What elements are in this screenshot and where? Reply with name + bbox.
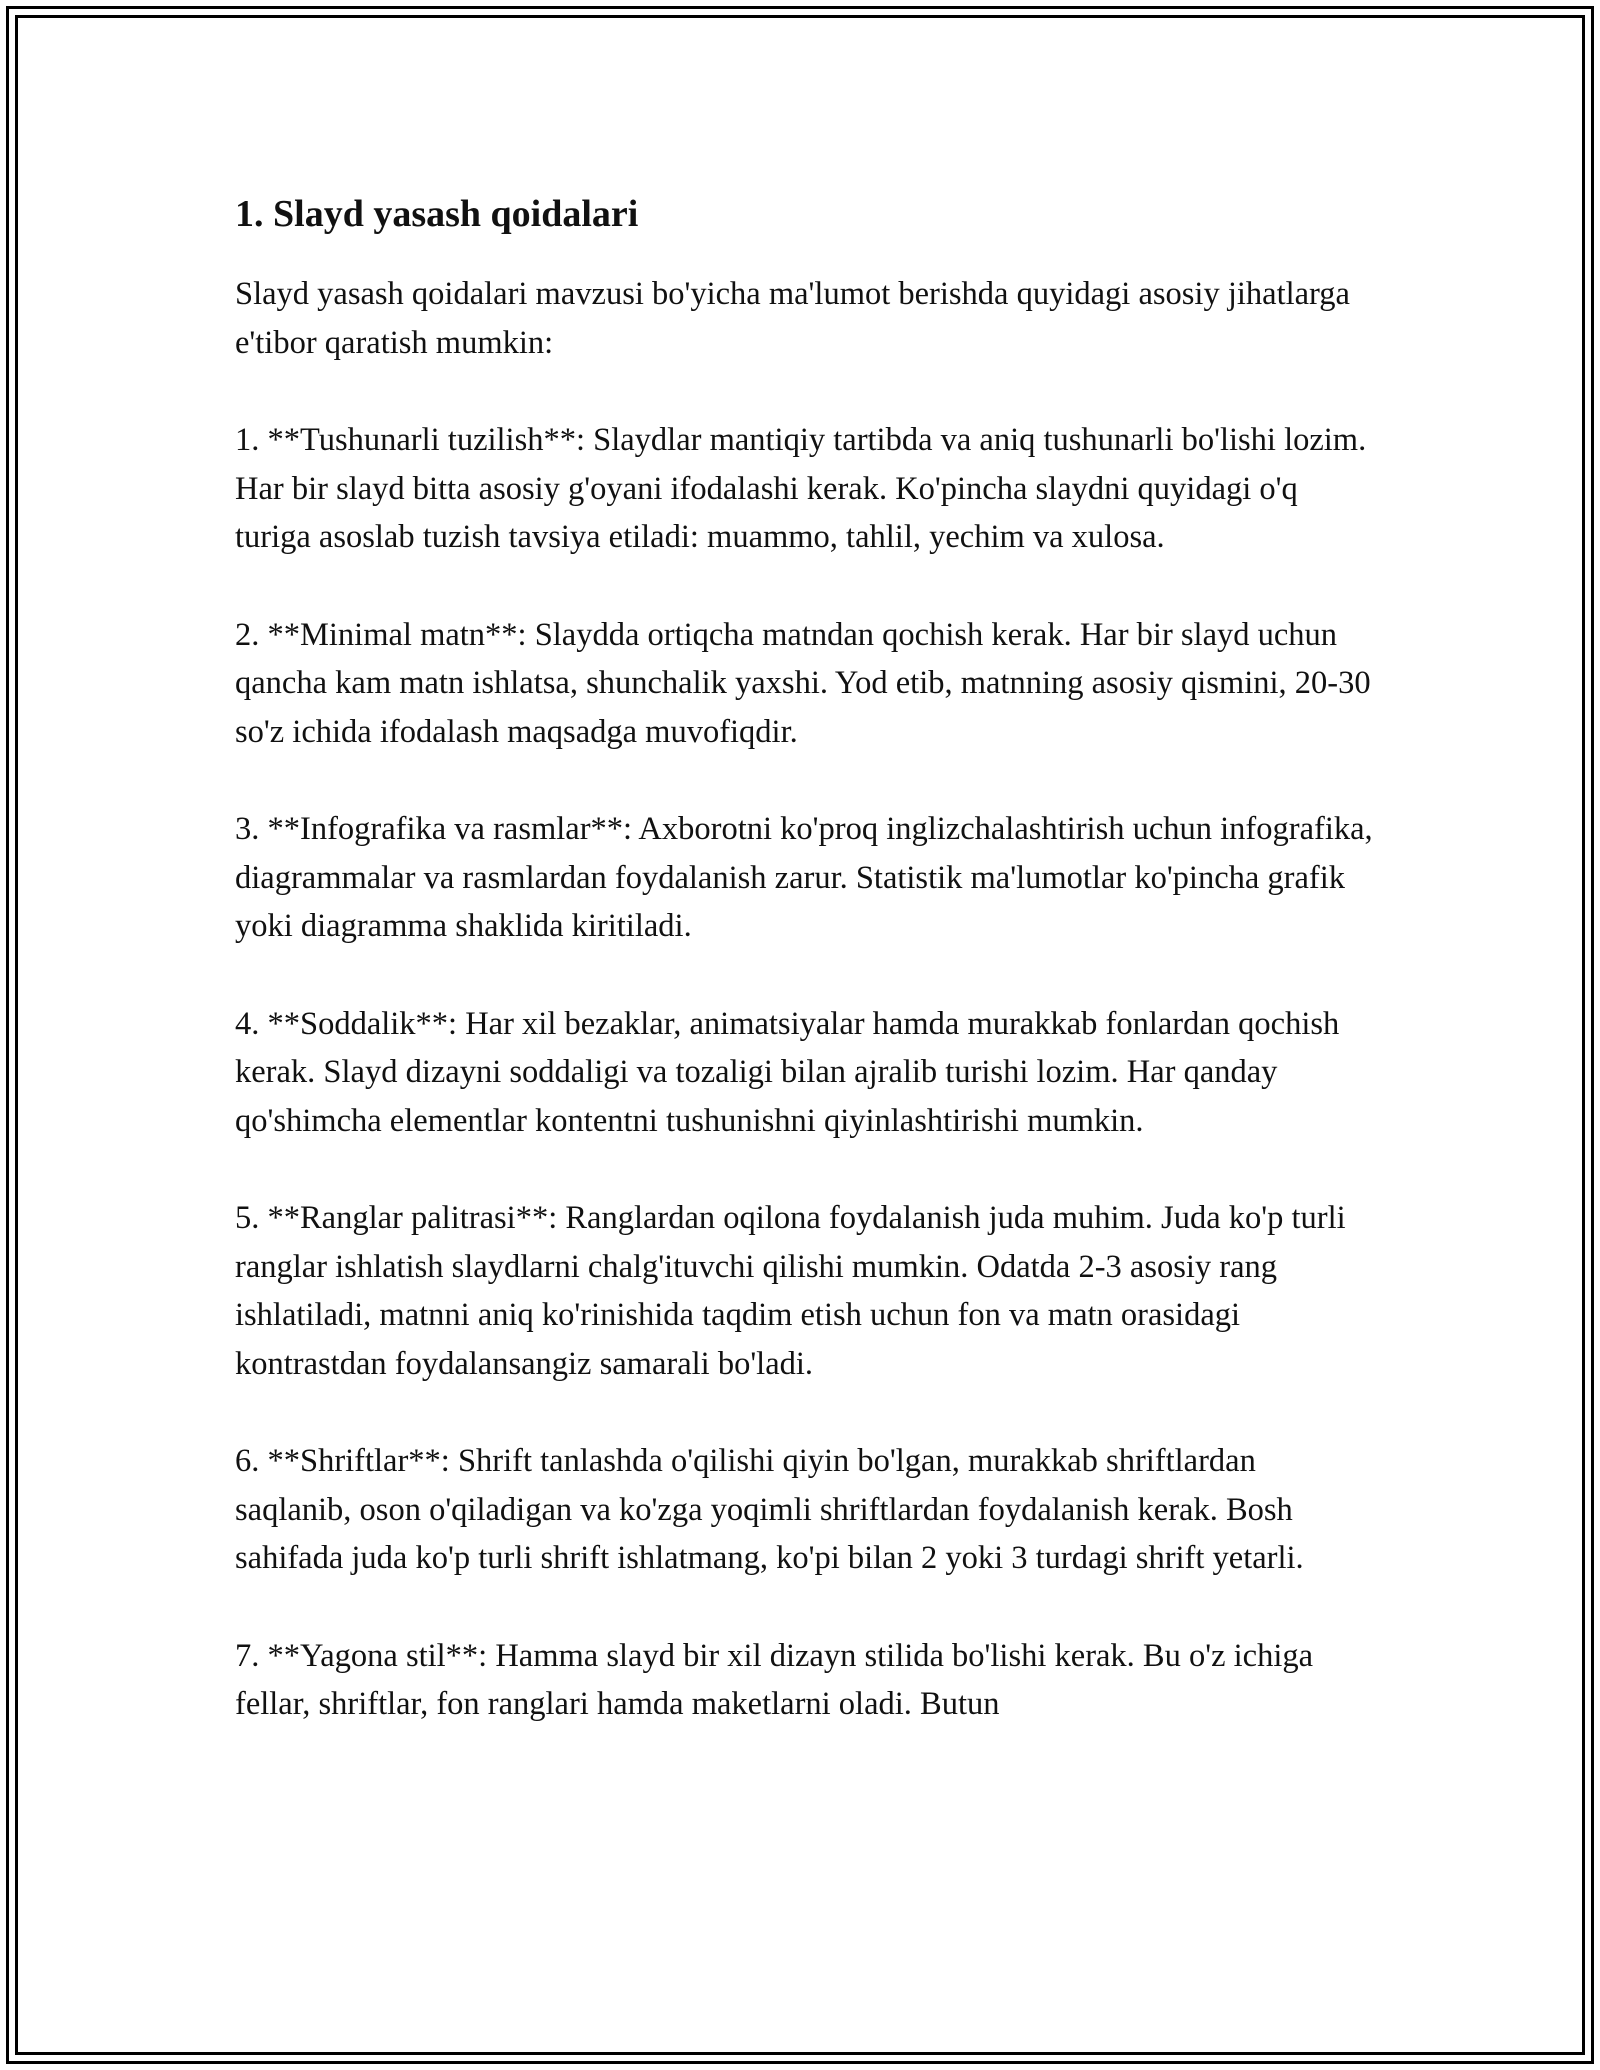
section-heading: 1. Slayd yasash qoidalari: [235, 193, 639, 235]
rule-item-5: 5. **Ranglar palitrasi**: Ranglardan oqilona foydalanish juda muhim. Juda ko'p turli ranglar ishlatish slaydlarni chalg'ituvchi qilishi mumkin. Odatda 2-3 asosiy rang ishlatiladi, matnni aniq ko'rinishida taqdim etish uchun fon va matn orasidagi kontrastdan foydalansangiz samarali bo'ladi.: [235, 1200, 1346, 1382]
rule-item-4: 4. **Soddalik**: Har xil bezaklar, animatsiyalar hamda murakkab fonlardan qochish kerak. Slayd dizayni soddaligi va tozaligi bilan ajralib turishi lozim. Har qanday qo'shimcha elementlar kontentni tushunishni qiyinlashtirishi mumkin.: [235, 1005, 1340, 1139]
rule-item-3: 3. **Infografika va rasmlar**: Axborotni ko'proq inglizchalashtirish uchun infografika, diagrammalar va rasmlardan foydalanish zarur. Statistik ma'lumotlar ko'pincha grafik yoki diagramma shaklida kiritiladi.: [235, 811, 1373, 944]
rule-item-1: 1. **Tushunarli tuzilish**: Slaydlar mantiqiy tartibda va aniq tushunarli bo'lishi lozim. Har bir slayd bitta asosiy g'oyani ifodalashi kerak. Ko'pincha slaydni quyidagi o'q turiga asoslab tuzish tavsiya etiladi: muammo, tahlil, yechim va xulosa.: [235, 422, 1367, 555]
intro-paragraph: Slayd yasash qoidalari mavzusi bo'yicha ma'lumot berishda quyidagi asosiy jihatlarga e'tibor qaratish mumkin:: [235, 276, 1350, 361]
rule-item-2: 2. **Minimal matn**: Slaydda ortiqcha matndan qochish kerak. Har bir slayd uchun qancha kam matn ishlatsa, shunchalik yaxshi. Yod etib, matnning asosiy qismini, 20-30 so'z ichida ifodalash maqsadga muvofiqdir.: [235, 616, 1371, 750]
rule-item-6: 6. **Shriftlar**: Shrift tanlashda o'qilishi qiyin bo'lgan, murakkab shriftlardan saqlanib, oson o'qiladigan va ko'zga yoqimli shriftlardan foydalanish kerak. Bosh sahifada juda ko'p turli shrift ishlatmang, ko'pi bilan 2 yoki 3 turdagi shrift yetarli.: [235, 1443, 1304, 1576]
rule-item-7: 7. **Yagona stil**: Hamma slayd bir xil dizayn stilida bo'lishi kerak. Bu o'z ichiga fellar, shriftlar, fon ranglari hamda maketlarni oladi. Butun: [235, 1637, 1314, 1722]
document-body: [235, 188, 1375, 1729]
